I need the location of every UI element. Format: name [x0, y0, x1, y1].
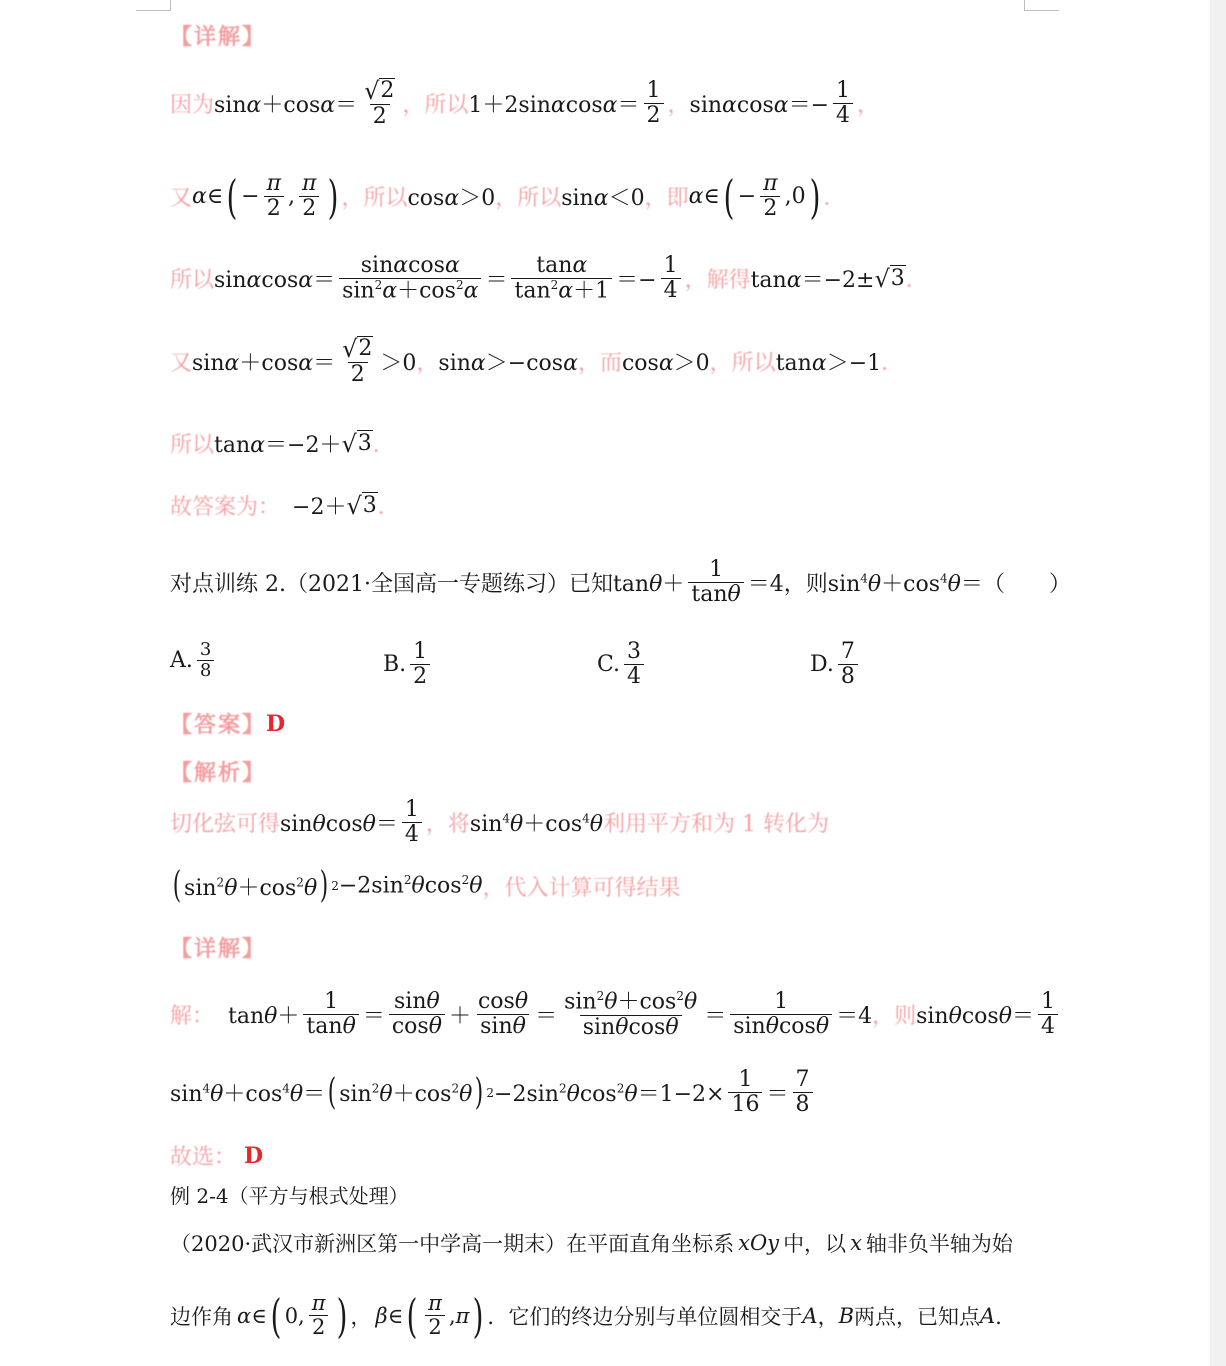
math-xoy: xOy [738, 1231, 780, 1255]
problem-statement: 对点训练 2.（2021·全国高一专题练习）已知 tanθ＋ $\frac{1}{\tan\theta}$ ＝4 ，则 $\sin^4\theta+\cos^4\theta=$ （ ） [170, 557, 1071, 608]
text-but: ，而 [577, 351, 622, 377]
problem-prefix: 对点训练 2.（2021·全国高一专题练习）已知 [170, 572, 613, 598]
text-convert: 利用平方和为 1 转化为 [603, 812, 830, 838]
page-corner-right [1024, 0, 1059, 11]
problem-mid: ，则 [783, 572, 828, 598]
text-solve: ，解得 [684, 268, 751, 294]
text-also: 又 [170, 186, 193, 212]
detail-heading-2 [170, 932, 266, 963]
answer-line: 故答案为： −2＋ √ 3 ． [170, 492, 400, 520]
answer-tag: 【答案】 [170, 712, 267, 738]
text-period: ． [823, 186, 846, 212]
text-namely: ，即 [644, 186, 689, 212]
page-corner-left [136, 0, 171, 11]
analysis-tag: 【解析】 [170, 760, 267, 786]
example-line-2: 边作角 α ∈ ( 0, $\frac{\pi}{2}$ ) ， β ∈ ( $\frac{\pi}{2}$ ,π ) ．它们的终边分别与单位圆相交于 A ， B 两点，已知点 A ． [170, 1288, 1017, 1343]
text-also2: 又 [170, 351, 193, 377]
text-choose: 故选： [170, 1145, 237, 1170]
text-so4: 所以 [170, 268, 215, 294]
solution-line-5: 所以 tanα＝−2＋ √ 3 ． [170, 430, 395, 458]
solution-line-2: 又 α ∈ ( − $\frac{\pi}{2}$ , $\frac{\pi}{2}$ ) ，所以 cosα＞0 ，所以 sinα＜0 ，即 α ∈ ( − $\frac{\pi}{2}$ ,0 ) ． [170, 169, 846, 224]
text-comma3: ， [416, 351, 439, 377]
detail-line-2: $\sin^4\theta+\cos^4\theta=$ ( $\sin^2\theta+\cos^2\theta$ ) 2 $-2\sin^2\theta\cos^2\theta=1-2\times$ $\frac{1}{16}$ ＝ $\frac{7}{8}$ [170, 1068, 817, 1117]
option-d[interactable]: D. $\frac{7}{8}$ [810, 640, 862, 689]
detail-line-1: 解： tanθ＋ $\frac{1}{\tan\theta}$ ＝ $\frac{\sin\theta}{\cos\theta}$ ＋ $\frac{\cos\theta}{\sin\theta}$ ＝ $\frac{\sin^2\theta+\cos^2\theta}{\sin\theta\cos\theta}$ ＝ $\frac{1}{\sin\theta\cos\theta}$ ＝4 ，则 sinθcosθ＝ $\frac{1}{4}$ [170, 990, 1062, 1040]
final-choice [170, 1140, 265, 1171]
text-then: ，则 [872, 1004, 917, 1030]
example-line-1: （2020·武汉市新洲区第一中学高一期末）在平面直角坐标系 xOy 中，以 x 轴非负半轴为始 [170, 1231, 1013, 1256]
text-take: ，将 [425, 812, 470, 838]
text-so2: ，所以 [341, 186, 408, 212]
text-so3: ，所以 [495, 186, 562, 212]
problem-end: （ ） [982, 572, 1071, 598]
scroll-gutter [1210, 0, 1226, 1366]
text-so: ，所以 [402, 93, 469, 119]
detail-tag-2: 【详解】 [170, 936, 267, 962]
text-period4: ． [372, 433, 395, 458]
solution-line-3: 所以 sinαcosα＝ $\frac{\sin\alpha\cos\alpha}{\sin^2\alpha+\cos^2\alpha}$ ＝ $\frac{\tan\alpha}{\tan^2\alpha+1}$ ＝− $\frac{1}{4}$ ，解得 tanα＝−2± √ 3 ． [170, 253, 928, 304]
text-solution: 解： [170, 1004, 215, 1030]
answer-heading [170, 708, 287, 739]
option-a[interactable]: A. $\frac{3}{8}$ [170, 640, 218, 681]
text-answer-is: 故答案为： [170, 495, 281, 520]
text-period2: ． [905, 268, 928, 294]
text-period5: ． [377, 495, 400, 520]
example-title: 例 2-4（平方与根式处理） [170, 1184, 409, 1208]
text-period3: ． [881, 351, 904, 377]
detail-heading [170, 20, 266, 51]
text-substitute: ，代入计算可得结果 [482, 875, 681, 901]
text-tan-to-sin: 切化弦可得 [170, 812, 281, 838]
analysis-line-1: 切化弦可得 sinθcosθ＝ $\frac{1}{4}$ ，将 $\sin^4\theta+\cos^4\theta$ 利用平方和为 1 转化为 [170, 797, 830, 848]
option-b[interactable]: B. $\frac{1}{2}$ [383, 640, 434, 689]
text-because: 因为 [170, 93, 215, 119]
solution-line-4: 又 sinα＋cosα＝ √ 2 2 ＞0 ， sinα＞−cosα ，而 cosα＞0 ，所以 tanα＞−1 ． [170, 335, 904, 388]
text-comma2: ， [857, 93, 880, 119]
text-so6: 所以 [170, 433, 215, 458]
answer-value: D [266, 710, 288, 737]
analysis-line-2: ( $\sin^2\theta+\cos^2\theta$ ) 2 $-2\sin^2\theta\cos^2\theta$ ，代入计算可得结果 [172, 865, 681, 906]
math-x: x [850, 1231, 862, 1255]
final-choice-value: D [244, 1142, 266, 1169]
option-c[interactable]: C. $\frac{3}{4}$ [597, 640, 648, 689]
text-so5: ，所以 [709, 351, 776, 377]
solution-line-1: 因为 sinα＋cosα＝ √ 2 2 ，所以 1＋2sinαcosα＝ $\frac{1}{2}$ ， sinαcosα＝− $\frac{1}{4}$ ， [170, 77, 880, 130]
text-comma: ， [667, 93, 690, 119]
analysis-heading [170, 756, 266, 787]
detail-tag: 【详解】 [170, 24, 267, 50]
